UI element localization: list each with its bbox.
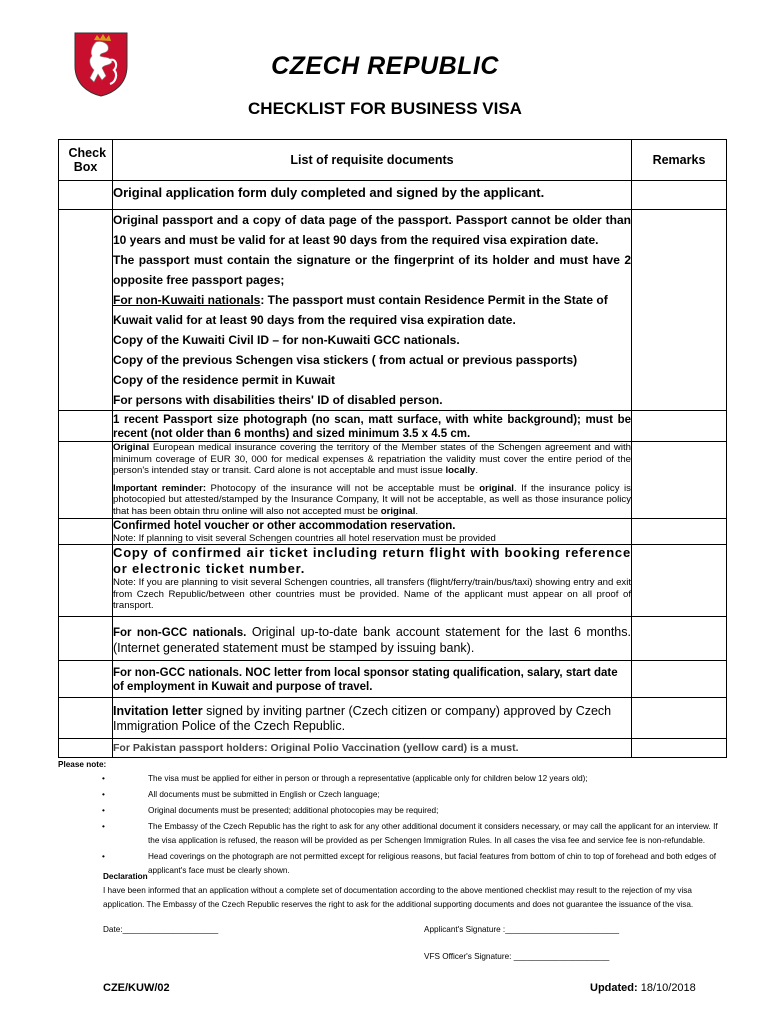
item-civil-id: Copy of the Kuwaiti Civil ID – for non-Kuwaiti GCC nationals.	[113, 333, 460, 347]
check-box-cell[interactable]	[59, 660, 113, 697]
item-polio-vaccination: For Pakistan passport holders: Original Polio Vaccination (yellow card) is a must.	[113, 741, 519, 754]
vfs-officer-signature-field[interactable]: VFS Officer's Signature: _____________________	[424, 952, 610, 961]
item-insurance-reminder: Important reminder: Photocopy of the insurance will not be acceptable must be original. If the insurance policy is photocopied but attested/stamped by the Insurance Company, It will not be acceptable, as well as those insurance policy that has been obtain thru online will also not accepted must be original.	[113, 482, 631, 517]
remarks-cell[interactable]	[632, 411, 727, 442]
item-invitation-letter: Invitation letter signed by inviting partner (Czech citizen or company) approved by Czech Immigration Police of the Czech Republic.	[113, 703, 612, 733]
form-code: CZE/KUW/02	[103, 982, 170, 994]
remarks-cell[interactable]	[632, 442, 727, 519]
check-box-cell[interactable]	[59, 545, 113, 617]
table-row	[59, 545, 727, 617]
date-field[interactable]: Date:_____________________	[103, 925, 219, 934]
list-item: • All documents must be submitted in English or Czech language;	[102, 790, 380, 799]
remarks-cell[interactable]	[632, 210, 727, 411]
item-bank-statement: For non-GCC nationals. Original up-to-date bank account statement for the last 6 months. (Internet generated statement must be stamped by issuing bank).	[113, 624, 631, 655]
table-row	[59, 442, 727, 519]
item-medical-insurance: Original European medical insurance covering the territory of the Member states of the Schengen agreement and with minimum coverage of EUR 30, 000 for medical expenses & repatriation the validity must cover the entire period of the person's intended stay or transit. Card alone is not acceptable and must issue locally.	[113, 442, 631, 477]
item-noc-letter: For non-GCC nationals. NOC letter from local sponsor stating qualification, salary, start date of employment in Kuwait and purpose of travel.	[113, 666, 618, 693]
col-remarks: Remarks	[632, 140, 727, 181]
table-row	[59, 181, 727, 210]
item-air-ticket: Copy of confirmed air ticket including return flight with booking reference or electronic ticket number.	[113, 545, 631, 577]
item-schengen-stickers: Copy of the previous Schengen visa stickers ( from actual or previous passports)	[113, 353, 578, 367]
remarks-cell[interactable]	[632, 616, 727, 660]
remarks-cell[interactable]	[632, 697, 727, 738]
list-item: • Head coverings on the photograph are not permitted except for religious reasons, but facial features from bottom of chin to top of forehead and both edges of applicant's face must be clearly shown.	[102, 852, 717, 875]
list-item: • Original documents must be presented; additional photocopies may be required;	[102, 806, 439, 815]
table-row	[59, 210, 727, 411]
item-photograph: 1 recent Passport size photograph (no scan, matt surface, with white background); must be recent (not older than 6 months) and sized minimum 3.5 x 4.5 cm.	[113, 414, 631, 440]
document-title: CZECH REPUBLIC	[271, 52, 499, 80]
item-hotel-voucher: Confirmed hotel voucher or other accommodation reservation.	[113, 519, 456, 532]
check-box-cell[interactable]	[59, 442, 113, 519]
item-air-ticket-note: Note: If you are planning to visit several Schengen countries, all transfers (flight/ferry/train/bus/taxi) showing entry and exit from Czech Republic/between other countries must be provided. Name of the applicant must appear on all proof of transport.	[113, 577, 631, 612]
item-passport: Original passport and a copy of data page of the passport. Passport cannot be older than 10 years and must be valid for at least 90 days from the required visa expiration date.	[113, 213, 631, 247]
check-box-cell[interactable]	[59, 697, 113, 738]
remarks-cell[interactable]	[632, 545, 727, 617]
check-box-cell[interactable]	[59, 181, 113, 210]
item-residence-permit-validity: For non-Kuwaiti nationals: The passport must contain Residence Permit in the State of Kuwait valid for at least 90 days from the required visa expiration date.	[113, 293, 608, 327]
remarks-cell[interactable]	[632, 738, 727, 757]
checklist-table	[58, 139, 727, 758]
table-row	[59, 660, 727, 697]
check-box-cell[interactable]	[59, 210, 113, 411]
table-row	[59, 616, 727, 660]
item-application-form: Original application form duly completed and signed by the applicant.	[113, 185, 545, 200]
remarks-cell[interactable]	[632, 660, 727, 697]
item-disability-id: For persons with disabilities theirs' ID of disabled person.	[113, 393, 443, 407]
item-hotel-note: Note: If planning to visit several Schengen countries all hotel reservation must be provided	[113, 532, 496, 544]
check-box-cell[interactable]	[59, 738, 113, 757]
remarks-cell[interactable]	[632, 518, 727, 545]
list-item: • The Embassy of the Czech Republic has the right to ask for any other additional document it considers necessary, or may call the applicant for an interview. If the visa application is refused, the reason will be provided as per Schengen Immigration Rules. In all cases the visa fee and service fee is non-refundable.	[102, 822, 718, 845]
declaration-text: I have been informed that an application without a complete set of documentation according to the above mentioned checklist may result to the rejection of my visa application. The Embassy of the Czech Republic reserves the right to ask for the additional supporting documents and does not guarantee the issuance of the visa.	[103, 886, 694, 909]
notes-heading: Please note:	[58, 760, 107, 769]
table-header-row	[59, 140, 727, 181]
table-row	[59, 697, 727, 738]
item-passport-signature: The passport must contain the signature or the fingerprint of its holder and must have 2 opposite free passport pages;	[113, 253, 631, 287]
notes-section	[58, 760, 728, 880]
updated-date: Updated: 18/10/2018	[590, 982, 696, 994]
check-box-cell[interactable]	[59, 616, 113, 660]
col-check-box: Check Box	[59, 140, 113, 181]
declaration-heading: Declaration	[103, 872, 148, 881]
check-box-cell[interactable]	[59, 518, 113, 545]
table-row	[59, 738, 727, 757]
item-residence-permit-copy: Copy of the residence permit in Kuwait	[113, 373, 336, 387]
list-item: • The visa must be applied for either in person or through a representative (applicable only for children below 12 years old);	[102, 774, 588, 783]
check-box-cell[interactable]	[59, 411, 113, 442]
document-subtitle: CHECKLIST FOR BUSINESS VISA	[248, 99, 522, 118]
table-row	[59, 411, 727, 442]
col-documents: List of requisite documents	[113, 140, 632, 181]
remarks-cell[interactable]	[632, 181, 727, 210]
table-row	[59, 518, 727, 545]
applicant-signature-field[interactable]: Applicant's Signature :_________________________	[424, 925, 620, 934]
